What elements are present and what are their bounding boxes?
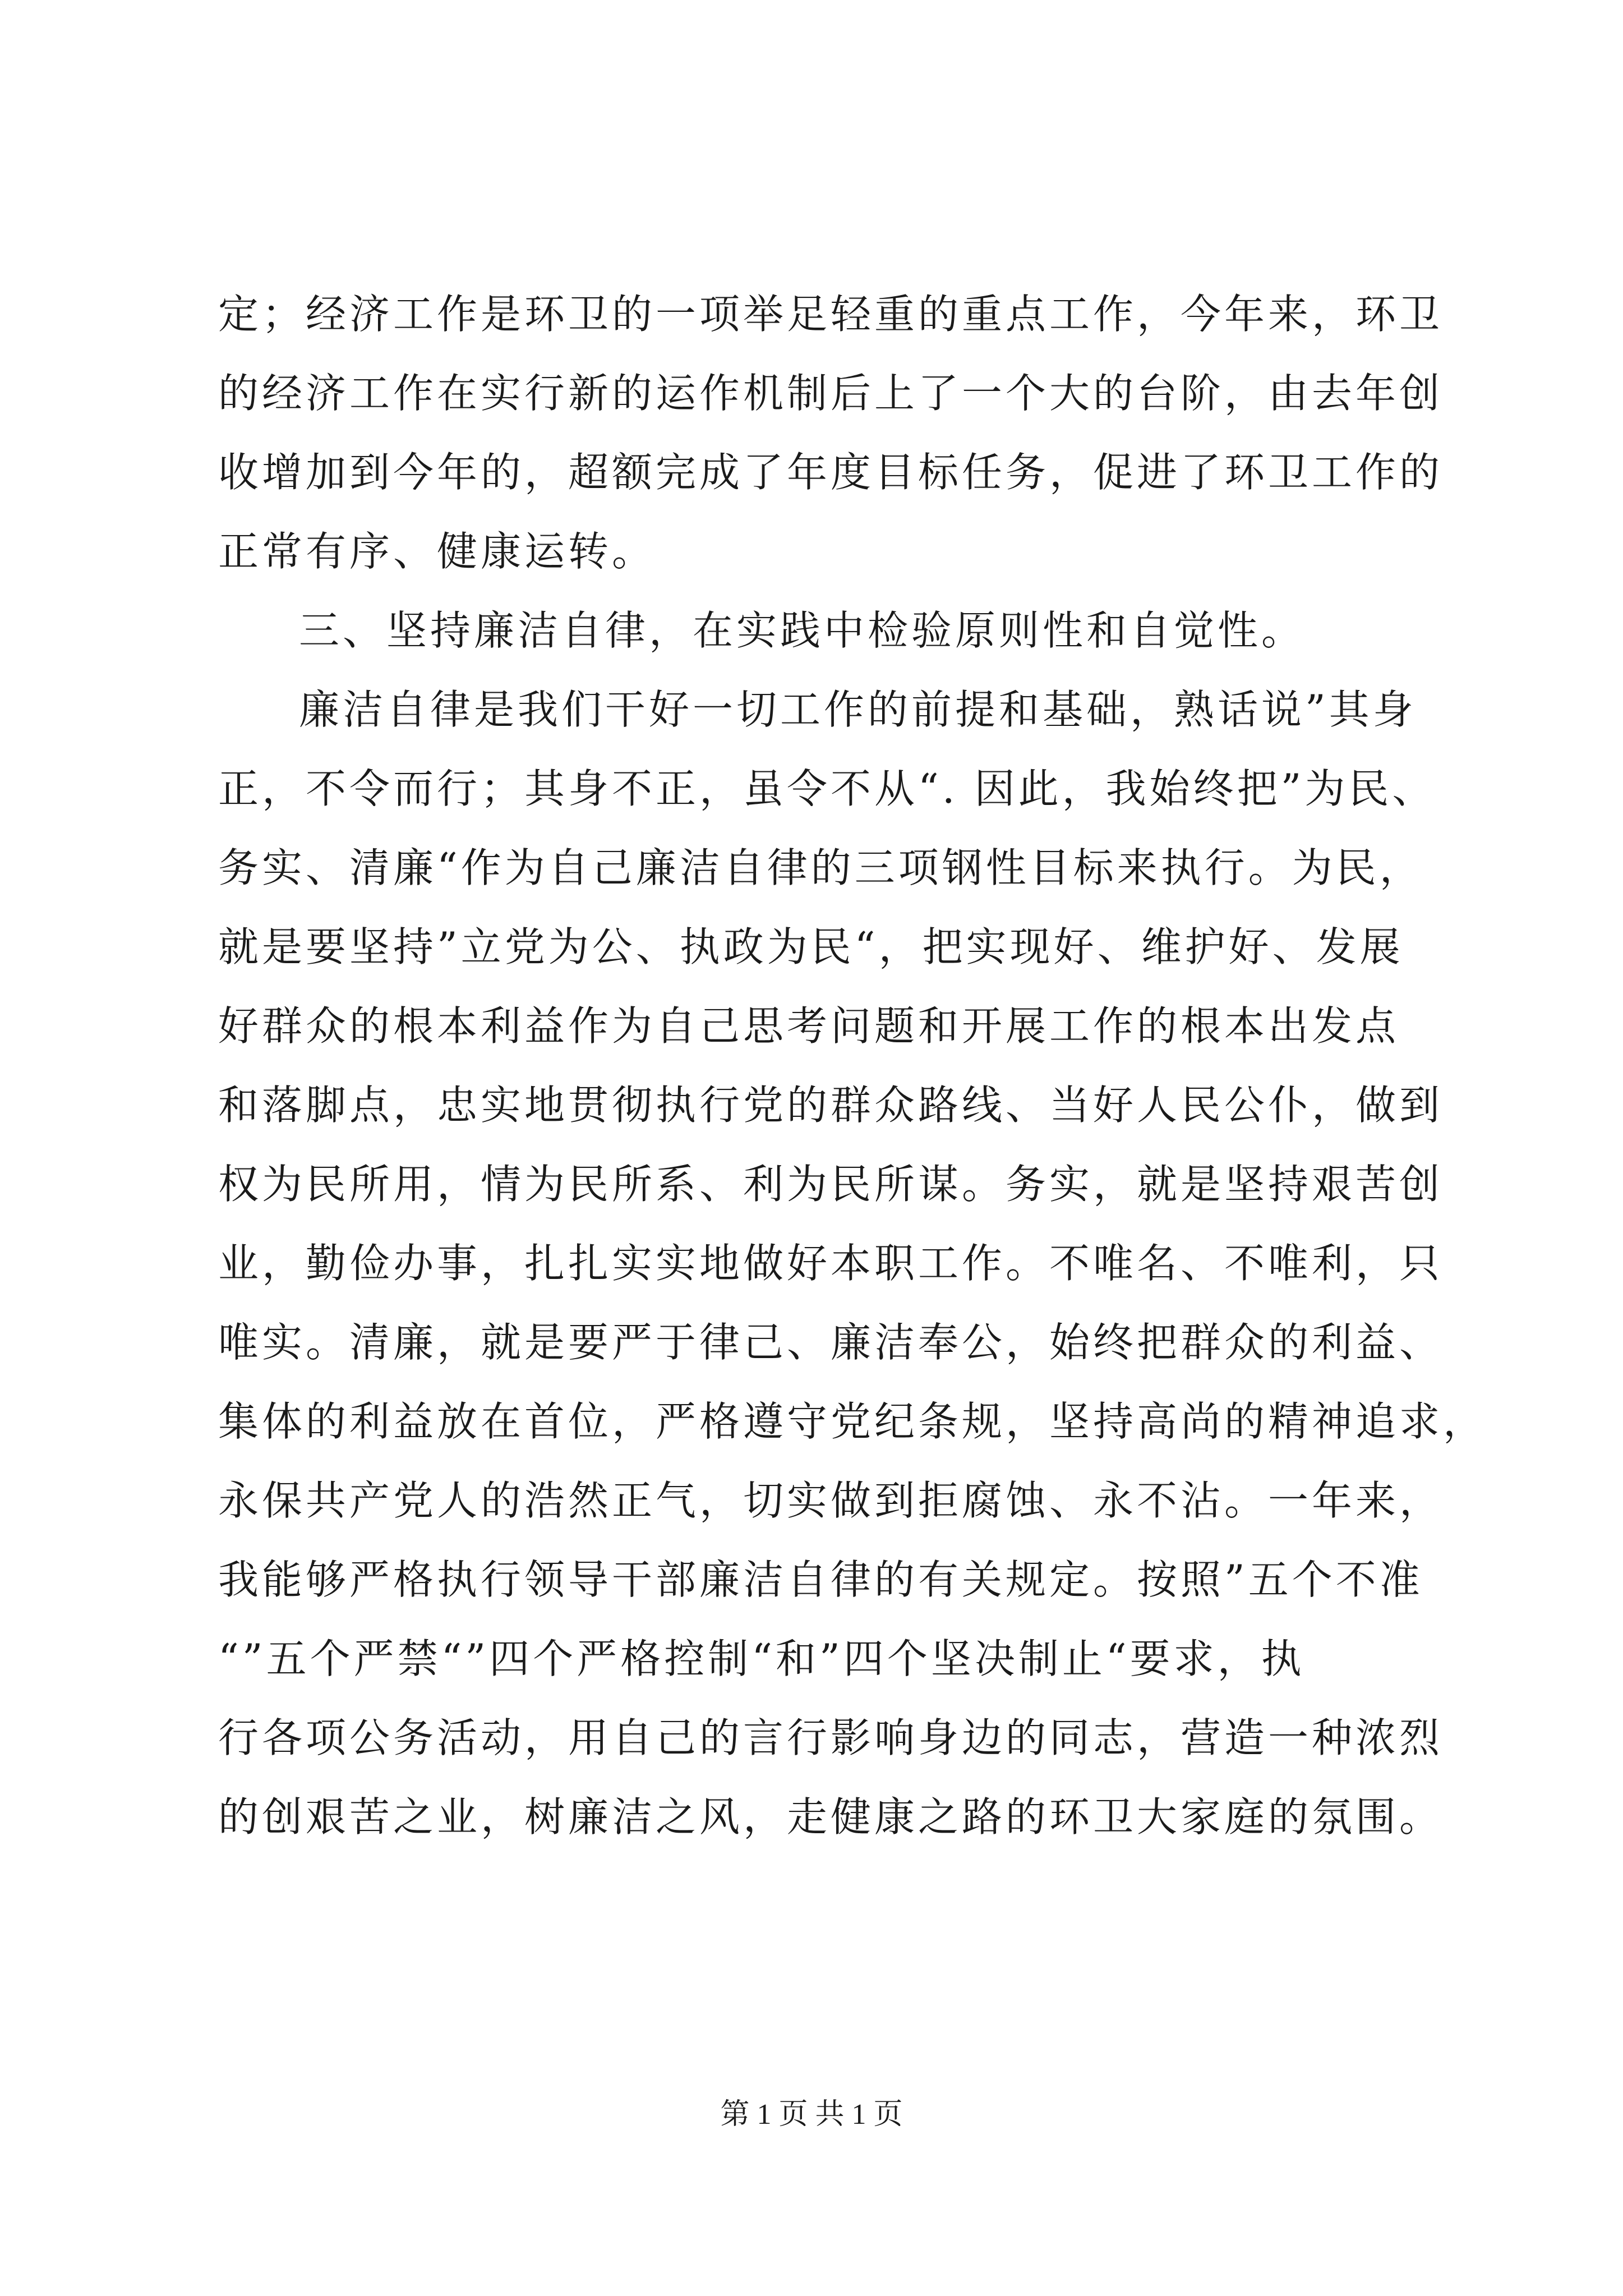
document-body xyxy=(218,275,1487,1857)
text-line: 好群众的根本利益作为自己思考问题和开展工作的根本出发点 xyxy=(218,1002,1400,1050)
section-heading: 三、坚持廉洁自律，在实践中检验原则性和自觉性。 xyxy=(299,607,1306,654)
text-line: 的创艰苦之业，树廉洁之风，走健康之路的环卫大家庭的氛围。 xyxy=(218,1793,1444,1841)
text-line: 正常有序、健康运转。 xyxy=(218,528,656,575)
text-line: 我能够严格执行领导干部廉洁自律的有关规定。按照”五个不准 xyxy=(218,1556,1423,1603)
text-line: 永保共产党人的浩然正气，切实做到拒腐蚀、永不沾。一年来， xyxy=(218,1477,1444,1524)
text-line: 和落脚点，忠实地贯彻执行党的群众路线、当好人民公仆，做到 xyxy=(218,1082,1444,1129)
text-line: 定；经济工作是环卫的一项举足轻重的重点工作，今年来，环卫 xyxy=(218,291,1444,338)
text-line: 收增加到今年的，超额完成了年度目标任务，促进了环卫工作的 xyxy=(218,449,1444,496)
text-line: 集体的利益放在首位，严格遵守党纪条规，坚持高尚的精神追求， xyxy=(218,1398,1487,1445)
text-line: 行各项公务活动，用自己的言行影响身边的同志，营造一种浓烈 xyxy=(218,1714,1444,1761)
text-line: 务实、清廉“作为自己廉洁自律的三项钢性目标来执行。为民， xyxy=(218,844,1423,891)
text-line: “”五个严禁“”四个严格控制“和”四个坚决制止“要求，执 xyxy=(218,1635,1305,1682)
text-line: 就是要坚持”立党为公、执政为民“，把实现好、维护好、发展 xyxy=(218,923,1404,970)
paragraph-first-line: 廉洁自律是我们干好一切工作的前提和基础，熟话说”其身 xyxy=(299,686,1417,733)
text-line: 权为民所用，情为民所系、利为民所谋。务实，就是坚持艰苦创 xyxy=(218,1161,1444,1208)
text-line: 的经济工作在实行新的运作机制后上了一个大的台阶，由去年创 xyxy=(218,370,1444,417)
text-line: 正，不令而行；其身不正，虽令不从“. 因此，我始终把”为民、 xyxy=(218,765,1436,812)
page-number-footer: 第 1 页 共 1 页 xyxy=(720,2099,903,2131)
text-line: 业，勤俭办事，扎扎实实地做好本职工作。不唯名、不唯利，只 xyxy=(218,1240,1444,1287)
text-line: 唯实。清廉，就是要严于律己、廉洁奉公，始终把群众的利益、 xyxy=(218,1319,1444,1366)
